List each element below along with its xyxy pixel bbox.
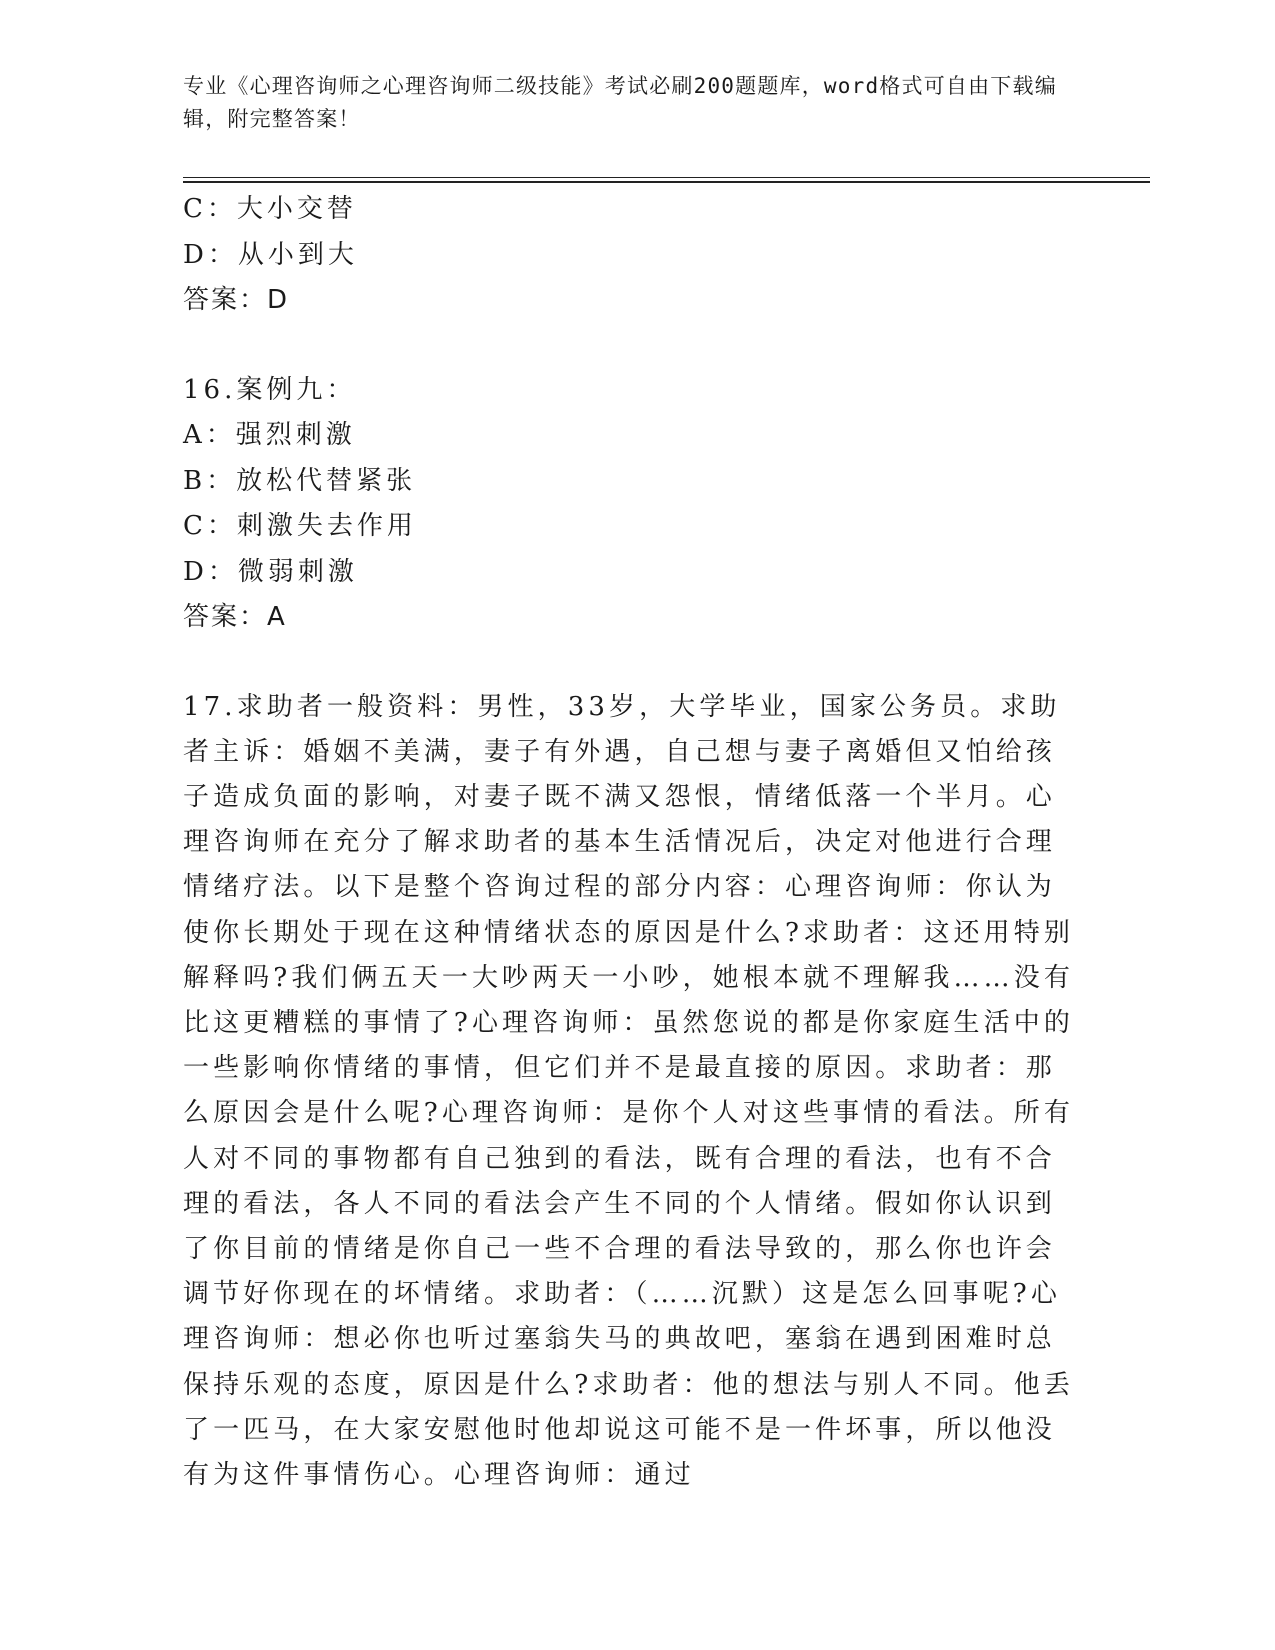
- q15-option-c: C：大小交替: [183, 194, 357, 224]
- q15-option-d: D：从小到大: [183, 239, 358, 270]
- q16-option-b: B：放松代替紧张: [183, 465, 417, 496]
- spacer: [183, 641, 1083, 685]
- header-divider-thin: [183, 177, 1150, 178]
- q17-question-text: 17.求助者一般资料：男性，33岁，大学毕业，国家公务员。求助者主诉：婚姻不美满，妻子有外遇，自己想与妻子离婚但又怕给孩子造成负面的影响，对妻子既不满又怨恨，情绪低落一个半月。心理咨询师在充分了解求助者的基本生活情况后，决定对他进行合理情绪疗法。以下是整个咨询过程的部分内容：心理咨询师：你认为使你长期处于现在这种情绪状态的原因是什么?求助者：这还用特别解释吗?我们俩五天一大吵两天一小吵，她根本就不理解我……没有比这更糟糕的事情了?心理咨询师：虽然您说的都是你家庭生活中的一些影响你情绪的事情，但它们并不是最直接的原因。求助者：那么原因会是什么呢?心理咨询师：是你个人对这些事情的看法。所有人对不同的事物都有自己独到的看法，既有合理的看法，也有不合理的看法，各人不同的看法会产生不同的个人情绪。假如你认识到了你目前的情绪是你自己一些不合理的看法导致的，那么你也许会调节好你现在的坏情绪。求助者：（……沉默）这是怎么回事呢?心理咨询师：想必你也听过塞翁失马的典故吧，塞翁在遇到困难时总保持乐观的态度，原因是什么?求助者：他的想法与别人不同。他丢了一匹马，在大家安慰他时他却说这可能不是一件坏事，所以他没有为这件事情伤心。心理咨询师：通过: [183, 691, 1074, 1490]
- question-content: [183, 187, 1083, 1498]
- q16-question: 16.案例九：: [183, 374, 357, 405]
- q16-option-a: A：强烈刺激: [183, 420, 356, 450]
- q15-answer: 答案：D: [183, 285, 290, 315]
- q16-option-d: D：微弱刺激: [183, 556, 358, 587]
- q16-option-c: C：刺激失去作用: [183, 511, 417, 541]
- page-header: 专业《心理咨询师之心理咨询师二级技能》考试必刷200题题库，word格式可自由下载编辑，附完整答案！: [183, 74, 1057, 131]
- header-divider-thick: [183, 181, 1150, 183]
- spacer: [183, 324, 1083, 368]
- q16-answer: 答案：A: [183, 602, 287, 632]
